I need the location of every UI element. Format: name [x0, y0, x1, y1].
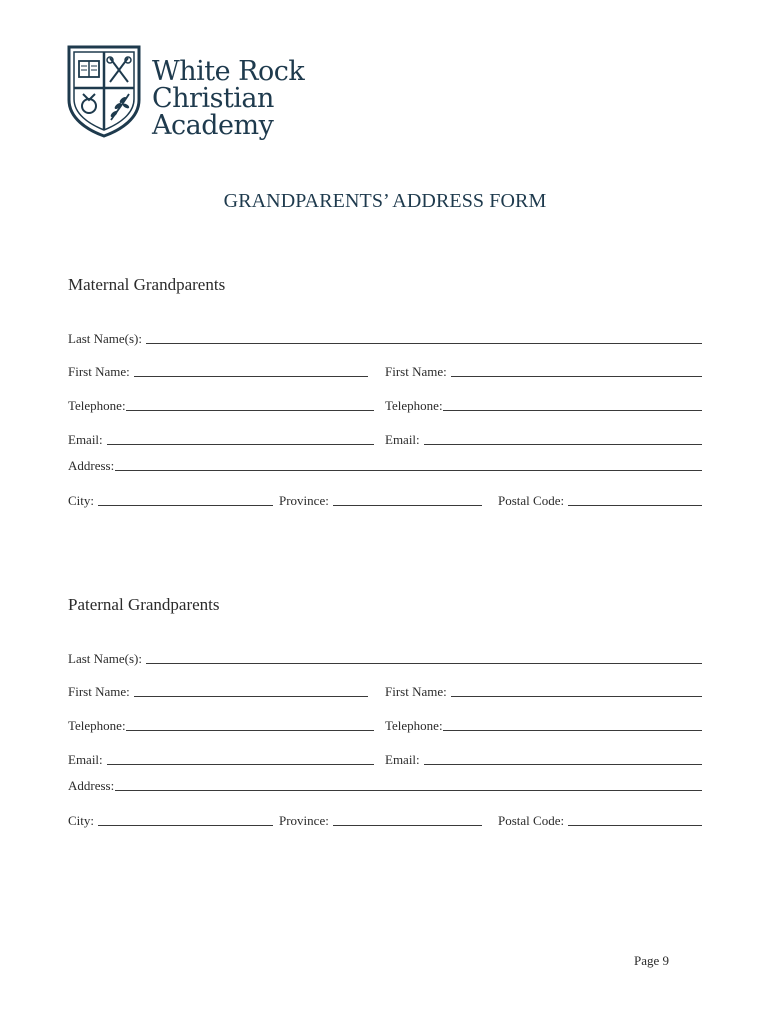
input-line[interactable] [115, 470, 702, 471]
input-line[interactable] [146, 663, 702, 664]
maternal-email-field-left[interactable] [68, 429, 374, 447]
input-line[interactable] [424, 444, 702, 445]
input-line[interactable] [443, 410, 702, 411]
field-label: Province: [279, 493, 329, 508]
input-line[interactable] [115, 790, 702, 791]
field-label: Email: [68, 752, 103, 767]
maternal-email-row [68, 429, 702, 447]
input-line[interactable] [107, 764, 374, 765]
input-line[interactable] [568, 825, 702, 826]
paternal-telephone-field-right[interactable] [385, 715, 702, 733]
paternal-address-row [68, 775, 702, 793]
maternal-city-row [68, 490, 702, 508]
paternal-first-name-field-right[interactable] [385, 681, 702, 699]
paternal-email-row [68, 749, 702, 767]
paternal-last-name-field[interactable] [68, 648, 702, 666]
paternal-first-name-row [68, 681, 702, 699]
maternal-telephone-field-left[interactable] [68, 395, 374, 413]
form-title: GRANDPARENTS’ ADDRESS FORM [223, 190, 547, 212]
input-line[interactable] [134, 696, 368, 697]
field-label: Province: [279, 813, 329, 828]
field-label: Postal Code: [498, 493, 565, 508]
input-line[interactable] [451, 376, 702, 377]
field-label: First Name: [68, 684, 130, 699]
section-title-maternal: Maternal Grandparents [68, 275, 226, 294]
maternal-last-name-row [68, 328, 702, 346]
field-label: Telephone: [68, 398, 126, 413]
logo-line-1: White Rock [152, 56, 305, 87]
input-line[interactable] [146, 343, 702, 344]
paternal-city-field[interactable] [68, 810, 273, 828]
crest-icon [66, 44, 142, 138]
input-line[interactable] [443, 730, 702, 731]
field-label: Email: [385, 432, 420, 447]
maternal-city-field[interactable] [68, 490, 273, 508]
input-line[interactable] [126, 730, 374, 731]
field-label: Last Name(s): [68, 331, 143, 346]
input-line[interactable] [568, 505, 702, 506]
field-label: City: [68, 813, 95, 828]
maternal-telephone-field-right[interactable] [385, 395, 702, 413]
maternal-first-name-row [68, 361, 702, 379]
input-line[interactable] [451, 696, 702, 697]
input-line[interactable] [333, 505, 482, 506]
field-label: Telephone: [68, 718, 126, 733]
paternal-email-field-left[interactable] [68, 749, 374, 767]
input-line[interactable] [333, 825, 482, 826]
maternal-first-name-field-left[interactable] [68, 361, 368, 379]
field-label: First Name: [385, 364, 447, 379]
field-label: Email: [385, 752, 420, 767]
maternal-last-name-field[interactable] [68, 328, 702, 346]
section-title-paternal: Paternal Grandparents [68, 595, 220, 614]
field-label: Last Name(s): [68, 651, 143, 666]
paternal-postal-code-field[interactable] [498, 810, 702, 828]
maternal-email-field-right[interactable] [385, 429, 702, 447]
school-logo [66, 44, 396, 140]
input-line[interactable] [107, 444, 374, 445]
maternal-address-row [68, 455, 702, 473]
page-number: Page 9 [634, 953, 670, 968]
input-line[interactable] [98, 505, 273, 506]
field-label: Telephone: [385, 718, 443, 733]
input-line[interactable] [126, 410, 374, 411]
input-line[interactable] [134, 376, 368, 377]
paternal-city-row [68, 810, 702, 828]
field-label: Telephone: [385, 398, 443, 413]
paternal-telephone-row [68, 715, 702, 733]
paternal-first-name-field-left[interactable] [68, 681, 368, 699]
maternal-telephone-row [68, 395, 702, 413]
input-line[interactable] [98, 825, 273, 826]
paternal-province-field[interactable] [279, 810, 482, 828]
paternal-telephone-field-left[interactable] [68, 715, 374, 733]
field-label: Address: [68, 778, 115, 793]
maternal-province-field[interactable] [279, 490, 482, 508]
maternal-first-name-field-right[interactable] [385, 361, 702, 379]
logo-wordmark [152, 58, 396, 139]
field-label: First Name: [385, 684, 447, 699]
field-label: Email: [68, 432, 103, 447]
field-label: Postal Code: [498, 813, 565, 828]
paternal-address-field[interactable] [68, 775, 702, 793]
field-label: First Name: [68, 364, 130, 379]
field-label: Address: [68, 458, 115, 473]
paternal-last-name-row [68, 648, 702, 666]
field-label: City: [68, 493, 95, 508]
input-line[interactable] [424, 764, 702, 765]
logo-line-2: Christian Academy [152, 83, 274, 141]
maternal-postal-code-field[interactable] [498, 490, 702, 508]
maternal-address-field[interactable] [68, 455, 702, 473]
paternal-email-field-right[interactable] [385, 749, 702, 767]
